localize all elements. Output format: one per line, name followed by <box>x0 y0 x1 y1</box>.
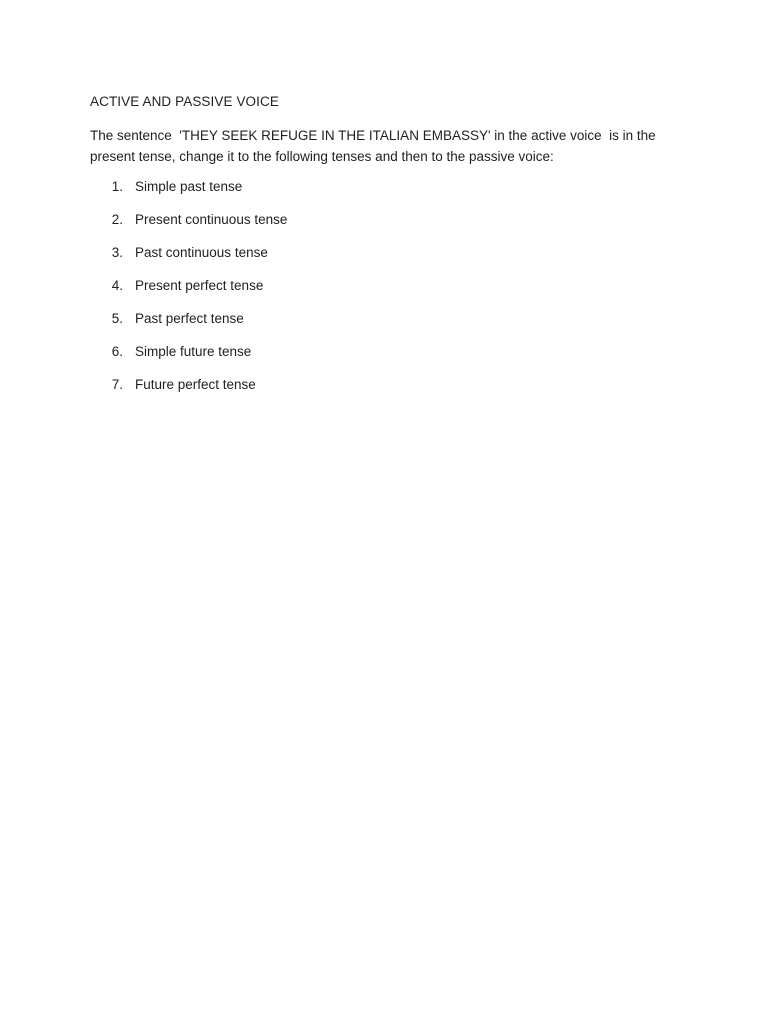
intro-paragraph: The sentence 'THEY SEEK REFUGE IN THE ITALIAN EMBASSY' in the active voice is in the present tense, change it to the following tenses and then to the passive voice: <box>90 128 660 164</box>
list-item <box>90 244 670 277</box>
list-item-text: Present continuous tense <box>135 212 288 227</box>
list-item <box>90 343 670 376</box>
document-body <box>90 93 670 409</box>
list-item-text: Simple future tense <box>135 344 252 359</box>
list-item-text: Past continuous tense <box>135 245 268 260</box>
list-item-number: 6. <box>111 344 123 359</box>
list-item <box>90 376 670 409</box>
list-item <box>90 310 670 343</box>
list-item-number: 3. <box>111 245 123 260</box>
document-title: ACTIVE AND PASSIVE VOICE <box>90 94 279 109</box>
list-item-text: Future perfect tense <box>135 377 256 392</box>
list-item-number: 4. <box>111 278 123 293</box>
list-item-text: Present perfect tense <box>135 278 264 293</box>
list-item <box>90 178 670 211</box>
list-item-number: 7. <box>111 377 123 392</box>
list-item <box>90 211 670 244</box>
list-item-text: Simple past tense <box>135 179 243 194</box>
list-item <box>90 277 670 310</box>
list-item-number: 2. <box>111 212 123 227</box>
list-item-number: 1. <box>111 179 123 194</box>
list-item-number: 5. <box>111 311 123 326</box>
tense-list <box>90 178 670 409</box>
list-item-text: Past perfect tense <box>135 311 244 326</box>
